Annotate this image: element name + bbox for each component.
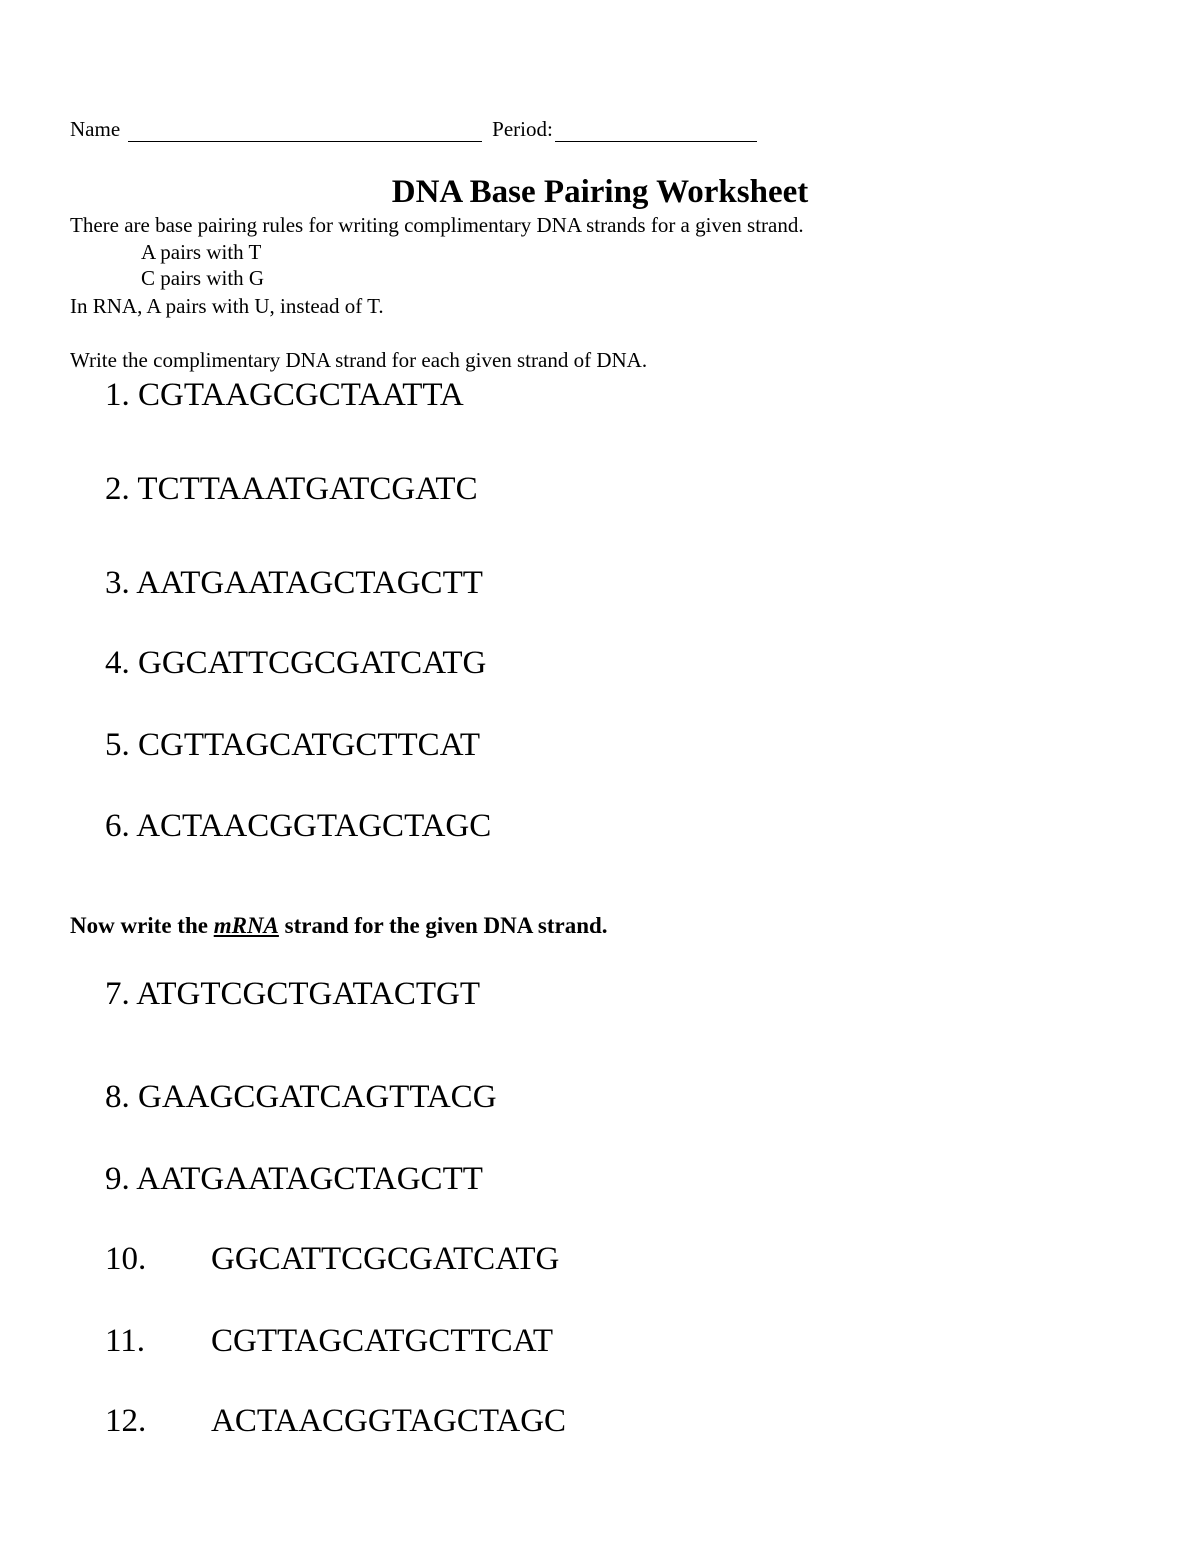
item-sequence: GGCATTCGCGATCATG — [138, 645, 487, 681]
item-number: 4. — [105, 645, 130, 681]
item-number: 1. — [105, 377, 130, 413]
item-sequence: CGTTAGCATGCTTCAT — [211, 1323, 554, 1359]
item-number: 10. — [105, 1241, 147, 1277]
item-number: 8. — [105, 1079, 130, 1115]
item-sequence: ACTAACGGTAGCTAGC — [136, 808, 492, 844]
dna-item-1 — [105, 375, 464, 415]
intro-text: There are base pairing rules for writing complimentary DNA strands for a given strand. — [70, 213, 804, 237]
mrna-emphasis: mRNA — [213, 913, 279, 938]
item-sequence: ACTAACGGTAGCTAGC — [211, 1403, 567, 1439]
instruction-after: strand for the given DNA strand. — [284, 913, 608, 938]
mrna-item-10 — [105, 1239, 559, 1279]
period-label: Period: — [492, 117, 553, 141]
item-number: 6. — [105, 808, 130, 844]
item-number: 3. — [105, 565, 130, 601]
item-sequence: AATGAATAGCTAGCTT — [136, 1161, 483, 1197]
mrna-item-9 — [105, 1159, 483, 1199]
mrna-item-7 — [105, 974, 480, 1014]
dna-item-2 — [105, 469, 478, 509]
item-number: 11. — [105, 1323, 146, 1359]
item-sequence: GAAGCGATCAGTTACG — [138, 1079, 497, 1115]
instruction-before: Now write the — [70, 913, 208, 938]
mrna-item-8 — [105, 1077, 497, 1117]
item-sequence: CGTTAGCATGCTTCAT — [138, 727, 481, 763]
item-number: 9. — [105, 1161, 130, 1197]
mrna-item-11 — [105, 1321, 553, 1361]
period-blank[interactable] — [555, 119, 757, 142]
rule-a-t: A pairs with T — [141, 240, 262, 264]
item-number: 12. — [105, 1403, 147, 1439]
rule-c-g: C pairs with G — [141, 266, 265, 290]
section2-instruction — [70, 912, 608, 940]
item-sequence: AATGAATAGCTAGCTT — [136, 565, 483, 601]
mrna-item-12 — [105, 1401, 566, 1441]
item-sequence: GGCATTCGCGATCATG — [211, 1241, 560, 1277]
item-sequence: ATGTCGCTGATACTGT — [136, 976, 481, 1012]
item-number: 2. — [105, 471, 130, 507]
name-blank[interactable] — [128, 119, 482, 142]
item-number: 7. — [105, 976, 130, 1012]
header-row — [70, 116, 757, 142]
item-number: 5. — [105, 727, 130, 763]
dna-item-3 — [105, 563, 483, 603]
dna-item-6 — [105, 806, 491, 846]
item-sequence: TCTTAAATGATCGATC — [137, 471, 478, 507]
name-label: Name — [70, 117, 121, 141]
section1-instruction: Write the complimentary DNA strand for each given strand of DNA. — [70, 348, 648, 372]
rna-note: In RNA, A pairs with U, instead of T. — [70, 294, 384, 318]
dna-item-5 — [105, 725, 480, 765]
page-title: DNA Base Pairing Worksheet — [391, 174, 809, 210]
item-sequence: CGTAAGCGCTAATTA — [138, 377, 464, 413]
dna-item-4 — [105, 643, 486, 683]
